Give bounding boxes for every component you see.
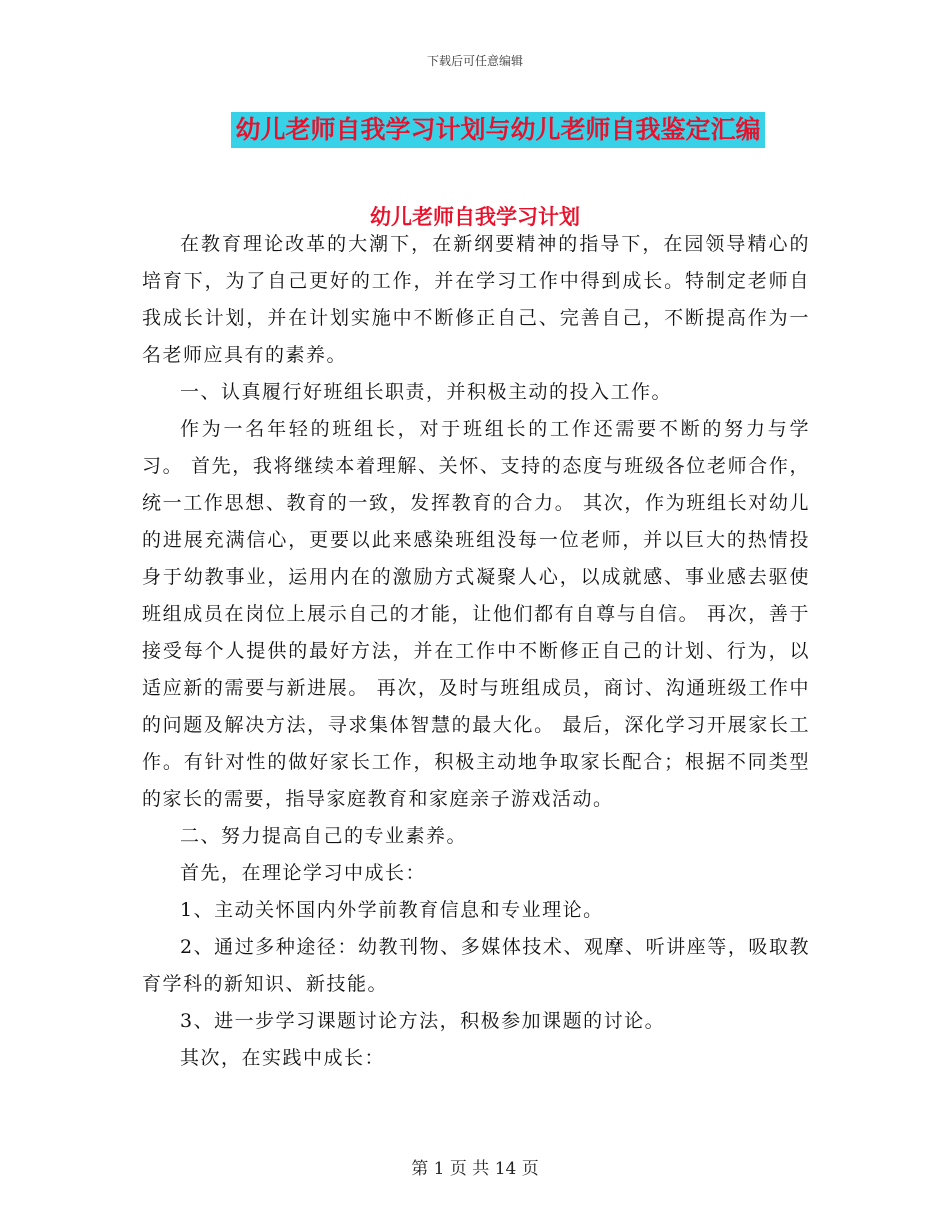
document-title-container	[0, 112, 950, 148]
paragraph-subheading-practice: 其次，在实践中成长：	[180, 1047, 386, 1069]
paragraph-item-2: 2、通过多种途径：幼教刊物、多媒体技术、观摩、听讲座等，吸取教育学科的新知识、新技能。	[142, 936, 810, 995]
paragraph-heading-2: 二、努力提高自己的专业素养。	[180, 825, 468, 847]
section-title: 幼儿老师自我学习计划	[370, 204, 580, 229]
paragraph-intro: 在教育理论改革的大潮下，在新纲要精神的指导下，在园领导精心的培育下，为了自己更好的工作，并在学习工作中得到成长。特制定老师自我成长计划，并在计划实施中不断修正自己、完善自己，不断提高作为一名老师应具有的素养。	[142, 233, 810, 366]
paragraph-body-1: 作为一名年轻的班组长，对于班组长的工作还需要不断的努力与学习。 首先，我将继续本着理解、关怀、支持的态度与班级各位老师合作，统一工作思想、教育的一致，发挥教育的合力。 其次，作为班组长对幼儿的进展充满信心，更要以此来感染班组没每一位老师，并以巨大的热情投身于幼教事业，运用内在的激励方式凝聚人心，以成就感、事业感去驱使班组成员在岗位上展示自己的才能，让他们都有自尊与自信。 再次，善于接受每个人提供的最好方法，并在工作中不断修正自己的计划、行为，以适应新的需要与新进展。 再次，及时与班组成员，商讨、沟通班级工作中的问题及解决方法，寻求集体智慧的最大化。 最后，深化学习开展家长工作。有针对性的做好家长工作，积极主动地争取家长配合；根据不同类型的家长的需要，指导家庭教育和家庭亲子游戏活动。	[142, 418, 810, 810]
paragraph-subheading-theory: 首先，在理论学习中成长：	[180, 862, 427, 884]
paragraph-heading-1: 一、认真履行好班组长职责，并积极主动的投入工作。	[180, 381, 673, 403]
header-note: 下载后可任意编辑	[426, 54, 523, 68]
page-footer: 第 1 页 共 14 页	[411, 1159, 539, 1179]
document-body	[142, 226, 810, 1077]
paragraph-item-1: 1、主动关怀国内外学前教育信息和专业理论。	[180, 899, 604, 921]
document-title: 幼儿老师自我学习计划与幼儿老师自我鉴定汇编	[231, 112, 764, 148]
paragraph-item-3: 3、进一步学习课题讨论方法，积极参加课题的讨论。	[180, 1010, 666, 1032]
